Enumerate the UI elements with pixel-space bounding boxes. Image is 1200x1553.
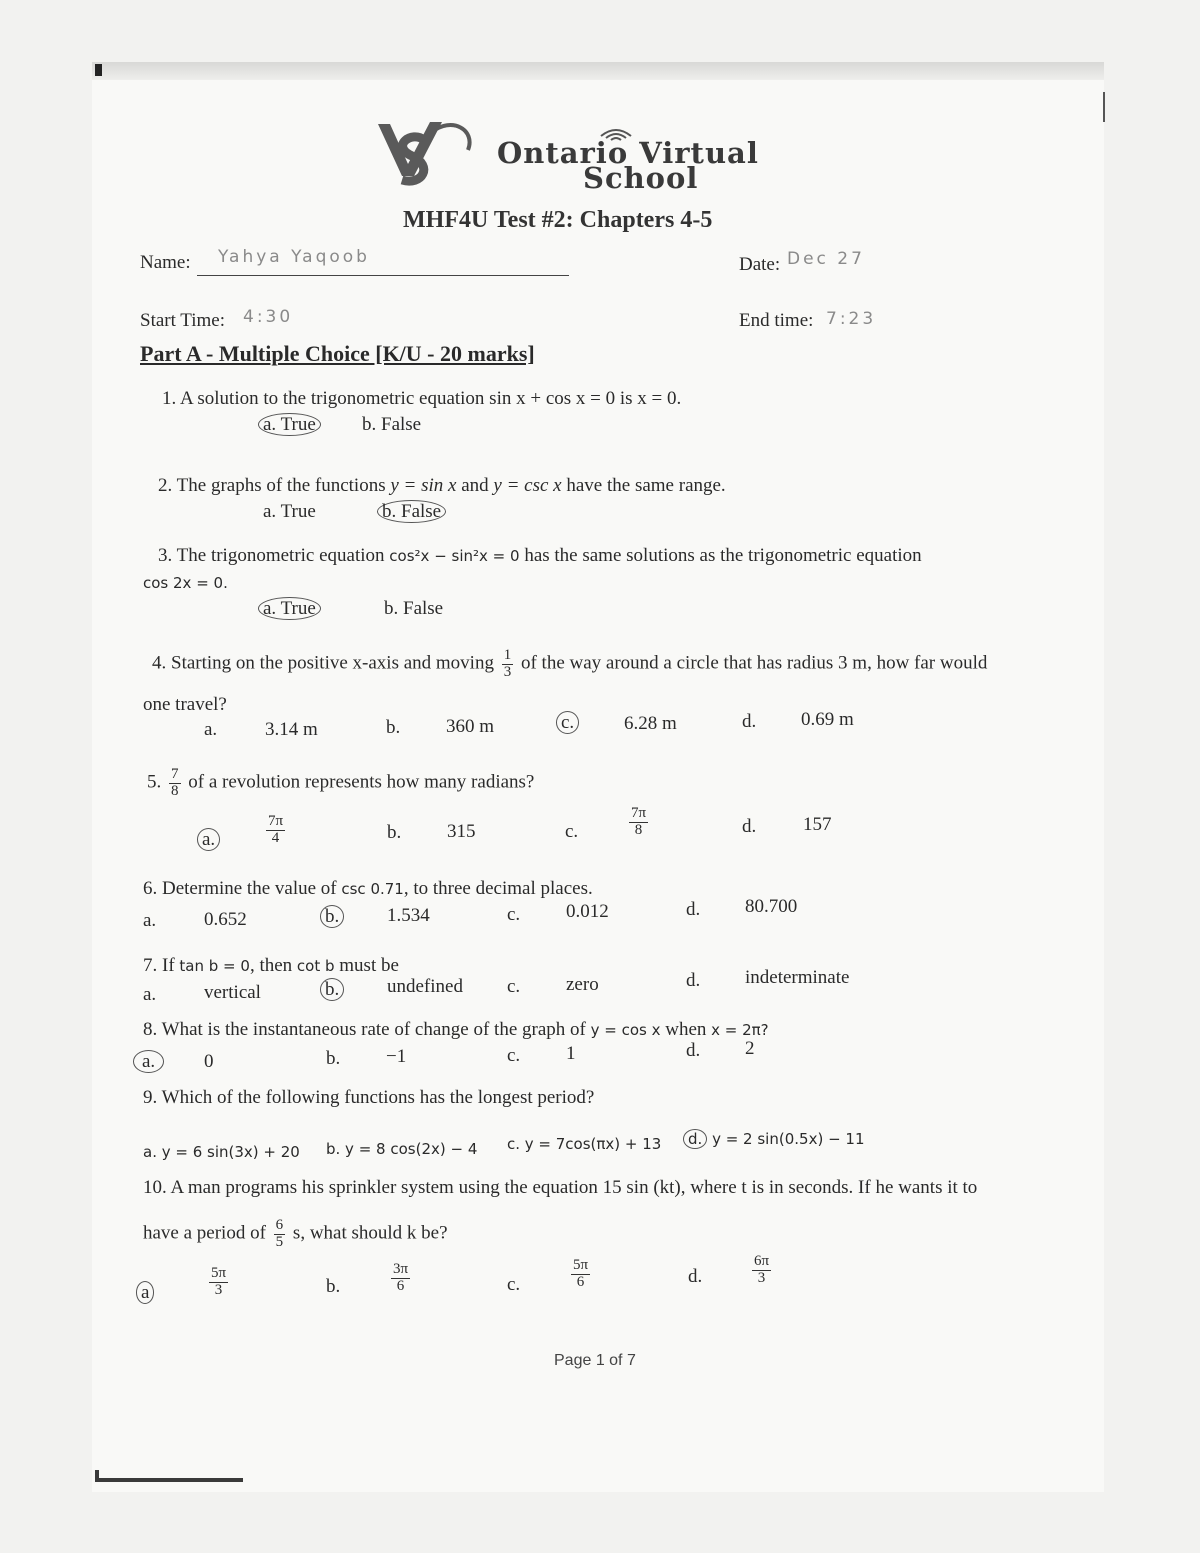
q10-option-d-label[interactable]: d. bbox=[688, 1266, 703, 1287]
scan-edge-line bbox=[1103, 92, 1105, 122]
q8-option-d-value: 2 bbox=[745, 1038, 755, 1059]
q10-post2: s, what should k be? bbox=[292, 1222, 448, 1244]
q10-a-den: 3 bbox=[214, 1281, 223, 1298]
q8-mid: when bbox=[665, 1019, 707, 1040]
q10-option-a-label[interactable]: a bbox=[136, 1281, 154, 1304]
q4-option-c-value: 6.28 m bbox=[624, 713, 677, 734]
end-time-label: End time: bbox=[739, 310, 814, 331]
q6-option-a-label[interactable]: a. bbox=[143, 910, 157, 931]
q10-frac-den: 5 bbox=[275, 1233, 284, 1250]
q4-fraction bbox=[502, 648, 514, 681]
q10-frac-num: 6 bbox=[275, 1217, 284, 1233]
q9-option-d-label[interactable]: d. bbox=[683, 1129, 707, 1149]
q7-option-b-value: undefined bbox=[387, 976, 463, 997]
q7-mid: , then bbox=[249, 955, 293, 976]
page-title: MHF4U Test #2: Chapters 4-5 bbox=[403, 207, 713, 233]
question-4-text bbox=[152, 648, 987, 681]
q6-option-d-value: 80.700 bbox=[745, 896, 798, 917]
q5-frac-num: 7 bbox=[171, 766, 179, 782]
q5-option-d-label[interactable]: d. bbox=[742, 816, 757, 837]
q4-option-d-label[interactable]: d. bbox=[742, 711, 757, 732]
q4-option-a-label[interactable]: a. bbox=[204, 719, 218, 740]
q5-option-c-label[interactable]: c. bbox=[565, 821, 579, 842]
q8-expression-2: x = 2π? bbox=[711, 1021, 769, 1039]
question-5-text bbox=[147, 767, 534, 800]
q5-fraction bbox=[169, 767, 181, 800]
date-value[interactable]: Dec 27 bbox=[787, 249, 865, 269]
school-name-line2: School bbox=[583, 161, 699, 195]
question-10-line-2 bbox=[143, 1218, 448, 1251]
q2-pre: 2. The graphs of the functions bbox=[158, 475, 386, 496]
name-value[interactable]: Yahya Yaqoob bbox=[218, 247, 370, 267]
q10-b-den: 6 bbox=[396, 1277, 405, 1294]
q4-option-b-label[interactable]: b. bbox=[386, 717, 401, 738]
q4-frac-num: 1 bbox=[503, 647, 512, 663]
q1-option-b[interactable]: b. False bbox=[362, 414, 422, 435]
q7-option-d-label[interactable]: d. bbox=[686, 970, 701, 991]
q2-function-1: y = sin x bbox=[390, 475, 457, 496]
q3-pre: 3. The trigonometric equation bbox=[158, 545, 385, 566]
q5-option-c-value bbox=[629, 806, 648, 839]
question-1-text: 1. A solution to the trigonometric equation sin x + cos x = 0 is x = 0. bbox=[162, 388, 682, 409]
q4-option-a-value: 3.14 m bbox=[265, 719, 318, 740]
q5-post: of a revolution represents how many radians? bbox=[188, 771, 535, 793]
q8-option-a-value: 0 bbox=[204, 1051, 214, 1072]
ovs-logo-icon bbox=[372, 110, 484, 190]
q8-pre: 8. What is the instantaneous rate of change of the graph of bbox=[143, 1019, 586, 1040]
q2-option-a[interactable]: a. True bbox=[263, 501, 316, 522]
q7-option-a-label[interactable]: a. bbox=[143, 984, 157, 1005]
q10-c-den: 6 bbox=[576, 1273, 585, 1290]
question-10-line-1: 10. A man programs his sprinkler system using the equation 15 sin (kt), where t is in seconds. If he wants it to bbox=[143, 1177, 978, 1198]
q10-d-num: 6π bbox=[754, 1253, 770, 1269]
q7-option-b-label[interactable]: b. bbox=[320, 978, 344, 1001]
q2-function-2: y = csc x bbox=[493, 475, 562, 496]
q10-b-num: 3π bbox=[393, 1261, 409, 1277]
q5-option-a-value bbox=[266, 814, 285, 847]
corner-mark bbox=[95, 64, 102, 76]
q4-pre: 4. Starting on the positive x-axis and moving bbox=[152, 652, 494, 674]
date-label: Date: bbox=[739, 254, 781, 275]
q5-a-num: 7π bbox=[268, 813, 284, 829]
q6-option-b-value: 1.534 bbox=[387, 905, 430, 926]
q8-expression-1: y = cos x bbox=[590, 1021, 661, 1039]
q8-option-d-label[interactable]: d. bbox=[686, 1040, 701, 1061]
q8-option-b-value: −1 bbox=[386, 1046, 407, 1067]
q10-option-c-value bbox=[571, 1258, 590, 1291]
q8-option-b-label[interactable]: b. bbox=[326, 1048, 341, 1069]
q5-c-den: 8 bbox=[634, 821, 643, 838]
q3-equation-2: cos 2x = 0. bbox=[143, 574, 228, 592]
q7-option-c-value: zero bbox=[566, 974, 599, 995]
q5-option-d-value: 157 bbox=[803, 814, 832, 835]
q8-option-c-value: 1 bbox=[566, 1043, 576, 1064]
question-6-text bbox=[143, 878, 593, 900]
q6-option-a-value: 0.652 bbox=[204, 909, 247, 930]
q6-option-c-label[interactable]: c. bbox=[507, 904, 521, 925]
question-2-text bbox=[158, 475, 726, 497]
q7-expression-2: cot b bbox=[296, 957, 335, 975]
q7-option-c-label[interactable]: c. bbox=[507, 976, 521, 997]
q5-a-den: 4 bbox=[271, 829, 280, 846]
q8-option-c-label[interactable]: c. bbox=[507, 1045, 521, 1066]
end-time-value[interactable]: 7:23 bbox=[826, 309, 877, 329]
q2-and: and bbox=[461, 475, 489, 496]
question-3-text bbox=[158, 545, 922, 567]
question-8-text bbox=[143, 1019, 769, 1041]
q10-option-a-value bbox=[209, 1266, 228, 1299]
q5-option-a-label[interactable]: a. bbox=[197, 828, 220, 851]
q5-option-b-label[interactable]: b. bbox=[387, 822, 402, 843]
q3-equation-1: cos²x − sin²x = 0 bbox=[389, 547, 520, 565]
bottom-mark bbox=[95, 1478, 243, 1482]
q6-expression: csc 0.71 bbox=[341, 880, 404, 898]
question-9-text: 9. Which of the following functions has the longest period? bbox=[143, 1087, 595, 1108]
q10-fraction bbox=[274, 1218, 286, 1251]
q10-a-num: 5π bbox=[211, 1265, 227, 1281]
q10-option-c-label[interactable]: c. bbox=[507, 1274, 521, 1295]
name-label: Name: bbox=[140, 252, 191, 273]
q7-expression-1: tan b = 0 bbox=[179, 957, 250, 975]
q7-post: must be bbox=[339, 955, 399, 976]
q7-pre: 7. If bbox=[143, 955, 175, 976]
q9-option-b[interactable]: b. y = 8 cos(2x) − 4 bbox=[326, 1140, 478, 1158]
q5-option-b-value: 315 bbox=[447, 821, 476, 842]
q10-option-b-label[interactable]: b. bbox=[326, 1276, 341, 1297]
q5-number: 5. bbox=[147, 771, 162, 793]
page-number: Page 1 of 7 bbox=[554, 1352, 636, 1369]
q6-option-d-label[interactable]: d. bbox=[686, 899, 701, 920]
q8-option-a-label[interactable]: a. bbox=[133, 1050, 164, 1073]
q6-option-b-label[interactable]: b. bbox=[320, 905, 344, 928]
q3-option-a[interactable]: a. True bbox=[258, 597, 321, 620]
q2-post: have the same range. bbox=[566, 475, 726, 496]
q4-post: of the way around a circle that has radius 3 m, how far would bbox=[520, 652, 988, 674]
q10-d-den: 3 bbox=[757, 1269, 766, 1286]
q7-option-d-value: indeterminate bbox=[745, 967, 850, 988]
q10-c-num: 5π bbox=[573, 1257, 589, 1273]
q9-option-c[interactable]: c. y = 7cos(πx) + 13 bbox=[507, 1135, 662, 1153]
q10-option-b-value bbox=[391, 1262, 410, 1295]
q6-pre: 6. Determine the value of bbox=[143, 878, 337, 899]
q10-option-d-value bbox=[752, 1254, 771, 1287]
q10-pre2: have a period of bbox=[143, 1222, 266, 1244]
q3-option-b[interactable]: b. False bbox=[384, 598, 444, 619]
q4-option-b-value: 360 m bbox=[446, 716, 495, 737]
start-time-value[interactable]: 4:30 bbox=[243, 307, 294, 327]
question-7-text bbox=[143, 955, 399, 977]
q5-frac-den: 8 bbox=[171, 782, 179, 799]
q2-option-b[interactable]: b. False bbox=[377, 500, 446, 523]
q5-c-num: 7π bbox=[631, 805, 647, 821]
q3-post: has the same solutions as the trigonometric equation bbox=[524, 545, 922, 566]
q1-option-a[interactable]: a. True bbox=[258, 413, 321, 436]
q4-option-d-value: 0.69 m bbox=[801, 709, 854, 730]
school-name-line1: Ontario Virtual bbox=[497, 136, 759, 170]
q7-option-a-value: vertical bbox=[204, 982, 261, 1003]
q9-option-d-value: y = 2 sin(0.5x) − 11 bbox=[712, 1130, 865, 1148]
q4-option-c-label[interactable]: c. bbox=[556, 711, 579, 734]
q6-post: , to three decimal places. bbox=[403, 878, 593, 899]
bottom-tick bbox=[95, 1470, 99, 1482]
q6-option-c-value: 0.012 bbox=[566, 901, 609, 922]
name-underline bbox=[197, 275, 569, 276]
q9-option-a[interactable]: a. y = 6 sin(3x) + 20 bbox=[143, 1143, 300, 1161]
q4-frac-den: 3 bbox=[503, 663, 512, 680]
start-time-label: Start Time: bbox=[140, 310, 225, 331]
q4-line-2: one travel? bbox=[143, 694, 227, 715]
part-a-heading: Part A - Multiple Choice [K/U - 20 marks] bbox=[140, 341, 535, 366]
scan-shadow-bar bbox=[92, 62, 1104, 80]
